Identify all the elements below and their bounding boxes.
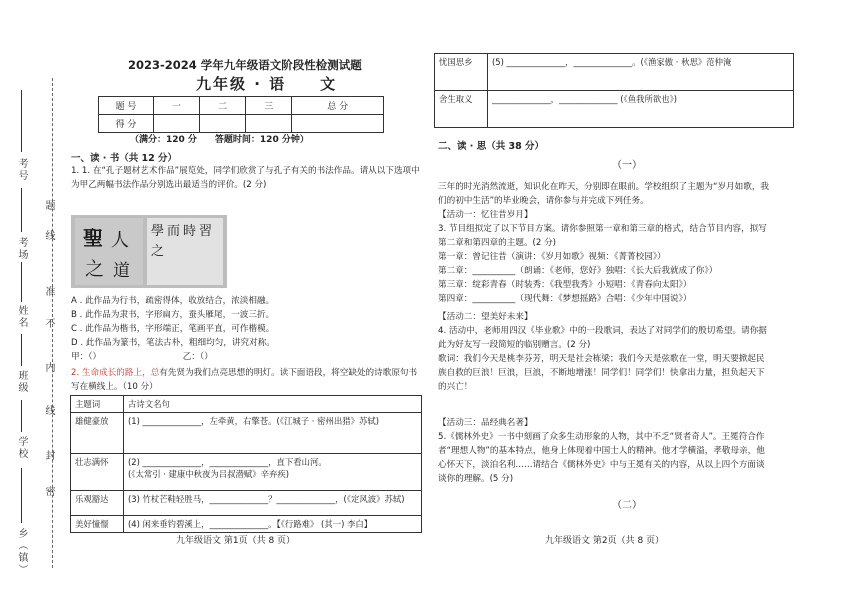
xingming-label: 姓名 [16, 305, 27, 329]
calligraphy-char: 習 [199, 224, 213, 239]
activity-3-heading: 【活动三：品经典名著】 [438, 418, 533, 428]
xuexiao-field[interactable] [21, 400, 22, 432]
warning-char: 线 [43, 405, 54, 417]
q1-options [71, 294, 421, 364]
score-cell: 三 [246, 97, 292, 115]
para-line: 三年的时光消然流逝，知识化在昨天，分别即在眼前。学校组织了主题为“岁月如歌，我 [438, 182, 770, 192]
poem-line: (1) ______________，左牵黄，右擎苍。(《江城子 · 密州出猎》苏轼) [128, 416, 379, 426]
option-c[interactable]: C . 此作品为楷书，字形端正，笔画平直，可作楷模。 [71, 324, 275, 334]
section-2-heading: 二、读 · 思（共 38 分） [438, 141, 545, 152]
q3-line: 第二章和第四章的主题。(2 分) [438, 238, 557, 248]
option-a[interactable]: A . 此作品为行书，疏密得体，收放结合，浓淡相融。 [71, 296, 275, 306]
xuexiao-label: 学校 [16, 436, 27, 460]
banji-field[interactable] [21, 334, 22, 366]
poem-theme: 雄健豪放 [71, 413, 124, 454]
calligraphy-image [71, 215, 227, 288]
page-2-body [438, 180, 793, 306]
warning-char: 线 [43, 230, 54, 242]
chapter-2-input[interactable]: 第二章：__________（朗诵：《老师，您好》独唱：《长大后我就成了你》） [438, 266, 718, 276]
q3-line: 3. 节目组拟定了以下节目方案。请你参照第一章和第三章的格式，结合节目内容，拟写 [438, 224, 767, 234]
warning-char: 封 [43, 450, 54, 462]
kaochang-field[interactable] [21, 188, 22, 232]
poem-line: (3) 竹杖芒鞋轻胜马，______________？______________，(《定风波》苏轼) [128, 494, 405, 504]
para-line: 们的初中生活”的毕业晚会，请你参与并完成下列任务。 [438, 196, 649, 206]
score-table [98, 96, 384, 133]
activity-1-heading: 【活动一：忆往昔岁月】 [438, 210, 533, 220]
poem-theme: 舍生取义 [435, 91, 488, 128]
q5-line: 5.《儒林外史》一书中刻画了众多生动形象的人物，其中不乏“贤者奇人”。王冕符合作 [438, 432, 765, 442]
poem-text[interactable] [124, 491, 422, 516]
q1-text [71, 164, 421, 192]
poem-theme: 美好憧憬 [71, 516, 124, 533]
poem-theme: 壮志满怀 [71, 454, 124, 491]
kaochang-label: 考场 [16, 237, 27, 261]
score-cell: 一 [154, 97, 200, 115]
poem-row [435, 91, 794, 128]
warning-char: 内 [43, 362, 54, 374]
activity-2-block [438, 310, 793, 394]
activity-3-block [438, 416, 793, 486]
poem-text[interactable]: (5) ______________，______________。(《渔家傲 · 秋思》范仲淹 [488, 54, 794, 91]
poem-theme: 乐观豁达 [71, 491, 124, 516]
option-b[interactable]: B . 此作品为隶书，字形扁方，蚕头雁尾，一波三折。 [71, 310, 275, 320]
calligraphy-char: 時 [183, 224, 197, 239]
q4-line: 4. 活动中，老师用四汉《毕业歌》中的一段歌词，表达了对同学们的殷切希望。请你据 [438, 326, 767, 336]
score-cell: 二 [200, 97, 246, 115]
poem-table-continued [434, 53, 794, 128]
poem-row [71, 491, 422, 516]
xiang-field[interactable] [21, 468, 22, 523]
poem-line: (4) 闲来垂钓碧溪上，______________。【《行路难》 (其一) 李白】 [128, 519, 373, 529]
xiang-label: 乡（镇） [16, 528, 27, 576]
score-value-row [99, 115, 384, 133]
answer-line[interactable]: 甲：（） 乙：（） [71, 352, 213, 362]
exam-subtitle: 九年级 · 语 文 [196, 75, 338, 93]
warning-char: 题 [43, 200, 54, 212]
poem-theme: 忧国思乡 [435, 54, 488, 91]
q2-line: 写在横线上。（10 分） [71, 382, 158, 392]
chapter-4-input[interactable]: 第四章：__________（现代舞：《梦想摇路》合唱：《少年中国说》） [438, 294, 692, 304]
score-input[interactable] [292, 115, 384, 133]
poem-row [71, 413, 422, 454]
lyric-line: 歌词：我们今天是桃李芬芳，明天是社会栋梁；我们今天是弦歌在一堂，明天要掀起民 [438, 354, 765, 364]
q5-line: 者“理想人物”的基本特点，他身上体现着中国士人的精神。他才学横溢，孝敬母亲，他 [438, 446, 765, 456]
chapter-line: 第一章：曾记往昔（演讲：《岁月如歌》视频：《菁菁校园》） [438, 252, 666, 262]
q5-line: 心怀天下，淡泊名利……请结合《儒林外史》中与王冕有关的内容，从以上四个方面谈 [438, 460, 765, 470]
exam-info: （满分：120 分 答题时间：120 分钟） [130, 135, 309, 145]
poem-text[interactable]: ______________，______________ (《鱼我所欲也》) [488, 91, 794, 128]
calligraphy-char: 之 [85, 258, 105, 280]
calligraphy-char: 學 [151, 224, 165, 239]
calligraphy-left-panel [75, 218, 143, 285]
banji-label: 班级 [16, 370, 27, 394]
xingming-field[interactable] [21, 262, 22, 302]
option-d[interactable]: D . 此作品为篆书，笔法古朴，粗细均匀，讲究对称。 [71, 338, 275, 348]
calligraphy-right-panel [147, 218, 223, 285]
chapter-line: 第三章：绽彩青春（时装秀：《我型我秀》小短唱：《青春向太阳》） [438, 280, 692, 290]
poem-header-cell: 主题词 [71, 396, 124, 413]
kaohao-field[interactable] [21, 90, 22, 152]
score-cell: 得 分 [99, 115, 154, 133]
poem-line: (《太常引 · 建康中秋夜为吕叔潜赋》辛弃疾) [128, 469, 290, 479]
calligraphy-char: 人 [111, 230, 129, 251]
poem-row [71, 454, 422, 491]
calligraphy-char: 聖 [83, 226, 103, 250]
q2-red-word: 总 [150, 368, 160, 378]
activity-2-heading: 【活动二：望美好未来】 [438, 312, 533, 322]
poem-row [71, 516, 422, 533]
lyric-line: 的兴亡！ [438, 382, 473, 392]
section-1-heading: 一、读 · 书（共 12 分） [71, 153, 178, 164]
score-cell: 总 分 [292, 97, 384, 115]
poem-text[interactable] [124, 413, 422, 454]
part-two-heading: （二） [612, 500, 642, 511]
calligraphy-char: 道 [113, 261, 130, 281]
score-cell: 题 号 [99, 97, 154, 115]
lyric-line: 族自救的巨浪！巨浪，巨浪，不断地增涨！同学们！同学们！快拿出力量，担负起天下 [438, 368, 765, 378]
score-input[interactable] [154, 115, 200, 133]
q2-line [71, 366, 426, 380]
q2-text [71, 366, 426, 394]
q2-red-text: 2. 生命成长的路上， [71, 368, 151, 378]
score-header-row [99, 97, 384, 115]
warning-char: 准 [43, 286, 54, 298]
q5-line: 谈你的理解。(5 分) [438, 474, 514, 484]
poem-table [70, 395, 422, 533]
warning-char: 不 [43, 318, 54, 330]
score-input[interactable] [200, 115, 246, 133]
poem-row [435, 54, 794, 91]
calligraphy-char: 而 [167, 224, 181, 239]
poem-line: (2) ______________，______________，直下看山河。 [128, 457, 327, 467]
poem-header-row [71, 396, 422, 413]
poem-header-cell: 古诗文名句 [124, 396, 422, 413]
exam-title: 2023-2024 学年九年级语文阶段性检测试题 [128, 58, 362, 72]
warning-char: 密 [43, 486, 54, 498]
page-2-footer: 九年级语文 第2页（共 8 页） [545, 536, 665, 546]
q2-rest: 有先贤为我们点亮思想的明灯。读下面语段，将空缺处的诗歌原句书 [159, 368, 418, 378]
q4-line: 此为好友写一段简短的临别赠言。(2 分) [438, 340, 591, 350]
part-one-heading: （一） [612, 160, 642, 171]
page-1-footer: 九年级语文 第1页（共 8 页） [176, 536, 296, 546]
q1-line: 1. 1. 在“孔子题材艺术作品”展览处，同学们欣赏了与孔子有关的书法作品。请从以下选项中 [71, 166, 420, 176]
poem-text[interactable] [124, 516, 422, 533]
kaohao-label: 考号 [16, 158, 27, 182]
score-input[interactable] [246, 115, 292, 133]
q1-line: 为甲乙两幅书法作品分别选出最适当的评价。(2 分) [71, 180, 267, 190]
poem-text[interactable] [124, 454, 422, 491]
calligraphy-char: 之 [151, 244, 165, 259]
